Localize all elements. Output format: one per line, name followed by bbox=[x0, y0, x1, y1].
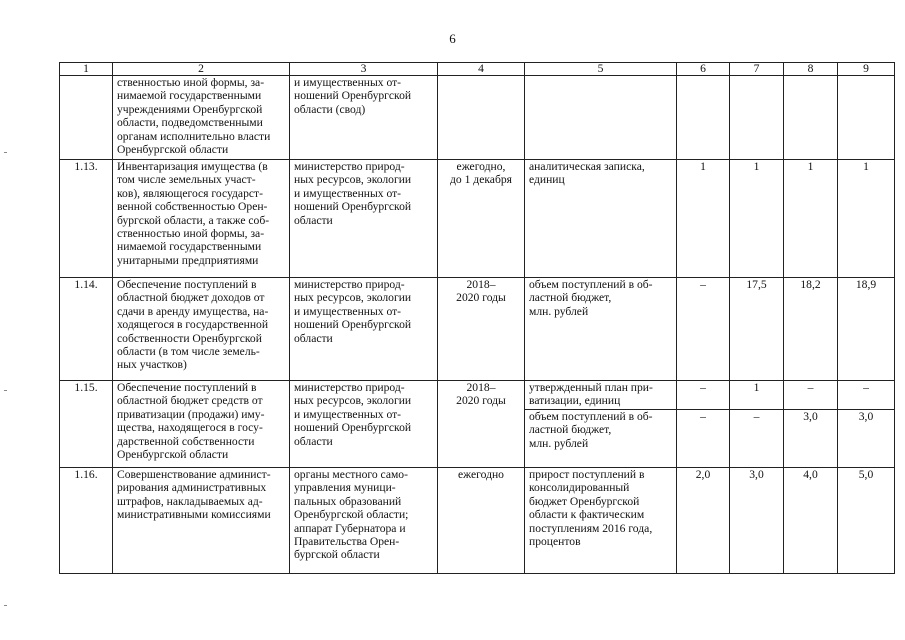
cell-executor bbox=[290, 278, 438, 381]
table-row bbox=[60, 468, 895, 574]
cell-executor bbox=[290, 76, 438, 160]
cell-num bbox=[60, 76, 113, 160]
cell-value: 1 bbox=[677, 160, 730, 278]
cell-num: 1.16. bbox=[60, 468, 113, 574]
cell-value: – bbox=[677, 278, 730, 381]
cell-value: – bbox=[730, 410, 784, 468]
executor-text: министерство природ- ных ресурсов, экологии и имущественных от- ношений Оренбургской области bbox=[294, 160, 412, 227]
cell-value: – bbox=[677, 381, 730, 410]
cell-measure bbox=[113, 381, 290, 468]
cell-indicator bbox=[525, 410, 677, 468]
cell-value: 4,0 bbox=[784, 468, 838, 574]
cell-value: – bbox=[838, 381, 895, 410]
header-cell: 4 bbox=[438, 63, 525, 76]
measure-text: Обеспечение поступлений в областной бюджет средств от приватизации (продажи) иму- щества, находящегося в госу- дарственной собственности Оренбургской области bbox=[117, 381, 265, 462]
cell-executor bbox=[290, 160, 438, 278]
table-row bbox=[60, 278, 895, 381]
cell-value: 1 bbox=[838, 160, 895, 278]
indicator-text: объем поступлений в об- ластной бюджет, млн. рублей bbox=[529, 278, 653, 318]
measure-text: Обеспечение поступлений в областной бюджет доходов от сдачи в аренду имущества, на- ходящегося в государственной собственности Оренбургской области (в том числе земель- ных участков) bbox=[117, 278, 269, 372]
indicator-text: прирост поступлений в консолидированный бюджет Оренбургской области к фактическим поступлениям 2016 года, процентов bbox=[529, 468, 653, 549]
cell-num: 1.14. bbox=[60, 278, 113, 381]
cell-value: 3,0 bbox=[730, 468, 784, 574]
header-cell: 1 bbox=[60, 63, 113, 76]
scan-artifact bbox=[4, 390, 7, 391]
cell-num: 1.15. bbox=[60, 381, 113, 468]
cell-value: – bbox=[677, 410, 730, 468]
cell-value: 3,0 bbox=[784, 410, 838, 468]
cell-num: 1.13. bbox=[60, 160, 113, 278]
table-row-continuation bbox=[60, 76, 895, 160]
plan-table bbox=[59, 62, 895, 574]
header-cell: 7 bbox=[730, 63, 784, 76]
cell-term bbox=[438, 278, 525, 381]
header-cell: 9 bbox=[838, 63, 895, 76]
cell-value bbox=[730, 76, 784, 160]
executor-text: органы местного само- управления муници- пальных образований Оренбургской области; аппарат Губернатора и Правительства Орен- бургской области bbox=[294, 468, 409, 562]
table-header-row bbox=[60, 63, 895, 76]
header-cell: 2 bbox=[113, 63, 290, 76]
scan-artifact bbox=[4, 605, 7, 606]
cell-value: – bbox=[784, 381, 838, 410]
header-cell: 8 bbox=[784, 63, 838, 76]
executor-text: министерство природ- ных ресурсов, экологии и имущественных от- ношений Оренбургской области bbox=[294, 381, 412, 448]
term-text: 2018– 2020 годы bbox=[456, 278, 506, 305]
cell-value bbox=[838, 76, 895, 160]
cell-term bbox=[438, 468, 525, 574]
cell-value bbox=[677, 76, 730, 160]
cell-value: 1 bbox=[784, 160, 838, 278]
cell-executor bbox=[290, 468, 438, 574]
cell-value: 18,2 bbox=[784, 278, 838, 381]
cell-measure bbox=[113, 160, 290, 278]
executor-text: министерство природ- ных ресурсов, экологии и имущественных от- ношений Оренбургской области bbox=[294, 278, 412, 345]
page-number: 6 bbox=[449, 31, 456, 46]
indicator-text: утвержденный план при- ватизации, единиц bbox=[529, 381, 653, 408]
cell-executor bbox=[290, 381, 438, 468]
header-cell: 5 bbox=[525, 63, 677, 76]
executor-text: и имущественных от- ношений Оренбургской области (свод) bbox=[294, 76, 412, 116]
cell-value bbox=[784, 76, 838, 160]
table-row bbox=[60, 160, 895, 278]
cell-indicator bbox=[525, 468, 677, 574]
term-text: ежегодно, до 1 декабря bbox=[450, 160, 512, 187]
cell-value: 17,5 bbox=[730, 278, 784, 381]
cell-term bbox=[438, 160, 525, 278]
cell-indicator bbox=[525, 381, 677, 410]
table-row bbox=[60, 381, 895, 410]
term-text: 2018– 2020 годы bbox=[456, 381, 506, 408]
header-cell: 3 bbox=[290, 63, 438, 76]
cell-value: 2,0 bbox=[677, 468, 730, 574]
cell-term bbox=[438, 76, 525, 160]
cell-value: 3,0 bbox=[838, 410, 895, 468]
cell-indicator bbox=[525, 160, 677, 278]
scan-artifact bbox=[4, 152, 7, 153]
indicator-text: аналитическая записка, единиц bbox=[529, 160, 645, 187]
cell-value: 18,9 bbox=[838, 278, 895, 381]
cell-indicator bbox=[525, 278, 677, 381]
cell-measure bbox=[113, 76, 290, 160]
measure-text: Инвентаризация имущества (в том числе земельных участ- ков), являющегося государст- венной собственностью Орен- бургской области, а также соб- ственностью иной формы, за- нимаемой государственными унитарными предприятиями bbox=[117, 160, 270, 267]
cell-value: 5,0 bbox=[838, 468, 895, 574]
cell-value: 1 bbox=[730, 160, 784, 278]
measure-text: Совершенствование админист- рирования административных штрафов, накладываемых ад- министративными комиссиями bbox=[117, 468, 271, 522]
cell-indicator bbox=[525, 76, 677, 160]
indicator-text: объем поступлений в об- ластной бюджет, млн. рублей bbox=[529, 410, 653, 450]
cell-term bbox=[438, 381, 525, 468]
measure-text: ственностью иной формы, за- нимаемой государственными учреждениями Оренбургской области, подведомственными органам исполнительно власти Оренбургской области bbox=[117, 76, 271, 157]
header-cell: 6 bbox=[677, 63, 730, 76]
cell-measure bbox=[113, 278, 290, 381]
term-text: ежегодно bbox=[458, 468, 504, 481]
cell-measure bbox=[113, 468, 290, 574]
cell-value: 1 bbox=[730, 381, 784, 410]
